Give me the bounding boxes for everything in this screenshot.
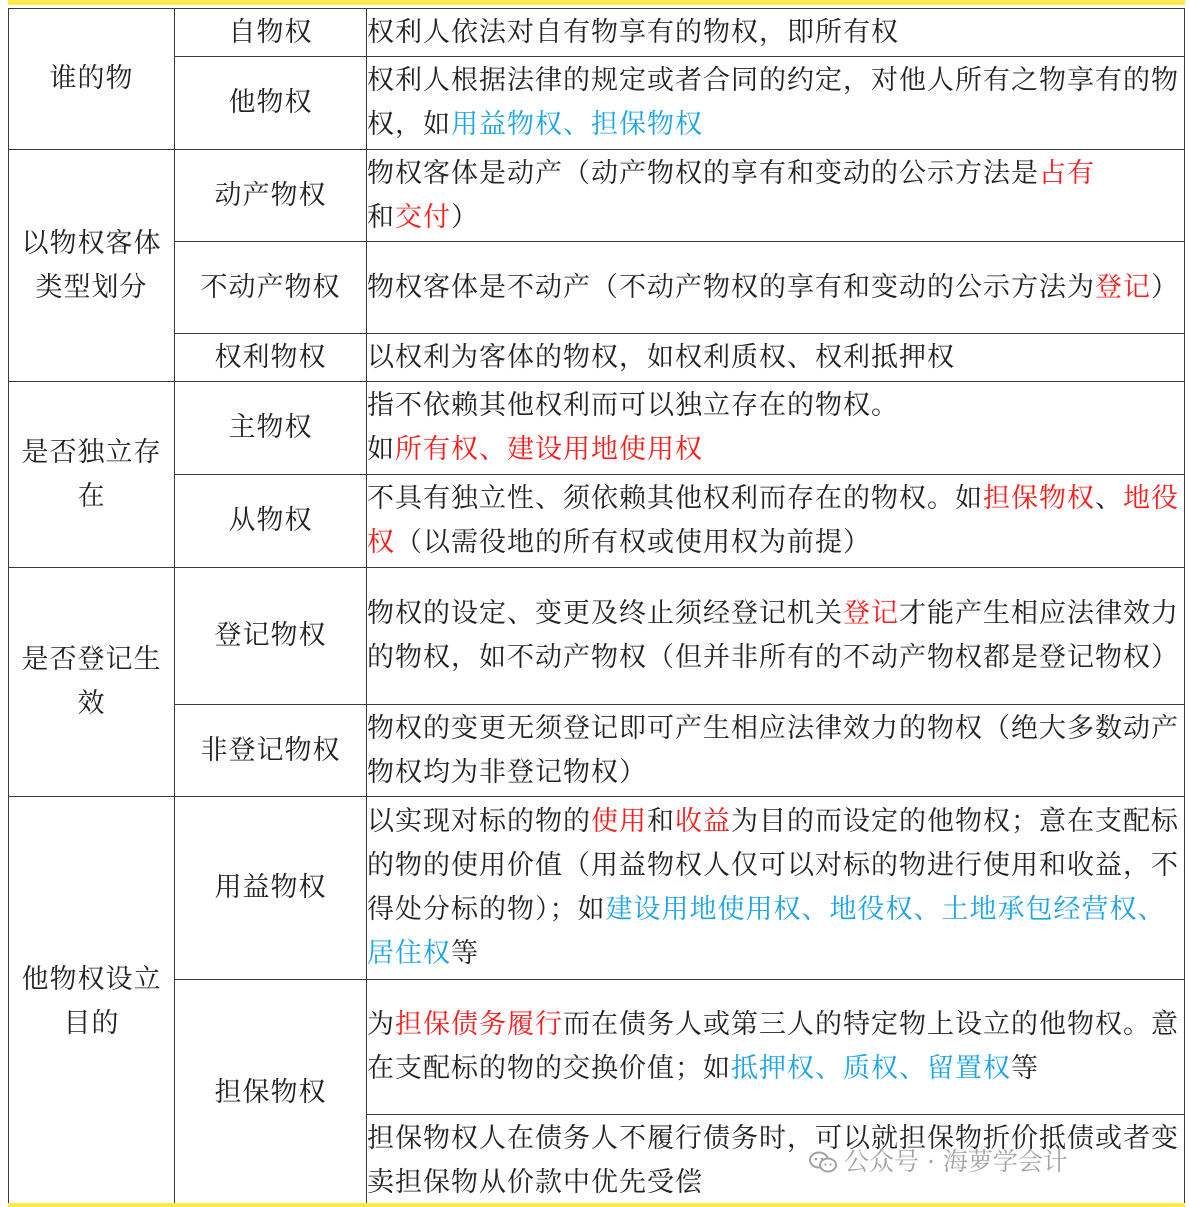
description-cell: 物权客体是动产（动产物权的享有和变动的公示方法是占有 和交付） (367, 150, 1185, 242)
category-cell: 是否独立存在 (9, 382, 175, 568)
highlight-blue: 抵押权、质权、留置权 (731, 1053, 1011, 1084)
highlight-red: 地役权 (367, 483, 1179, 558)
highlight-red: 登记 (1095, 271, 1151, 303)
highlight-blue: 用益物权、担保物权 (451, 109, 703, 140)
category-cell: 以物权客体类型划分 (9, 150, 175, 382)
description-cell: 为担保债务履行而在债务人或第三人的特定物上设立的他物权。意在支配标的物的交换价值；如抵押权、质权、留置权等 (367, 980, 1185, 1115)
description-cell: 物权客体是不动产（不动产物权的享有和变动的公示方法为登记） (367, 242, 1185, 334)
watermark: 公众号 · 海萝学会计 (808, 1142, 1068, 1178)
highlight-red: 担保债务履行 (395, 1009, 563, 1040)
highlight-red: 登记 (843, 598, 899, 629)
table-row (9, 242, 1185, 334)
highlight-red: 收益 (675, 806, 731, 837)
type-cell: 权利物权 (175, 334, 367, 382)
description-cell: 以权利为客体的物权，如权利质权、权利抵押权 (367, 334, 1185, 382)
table-row (9, 334, 1185, 382)
highlight-red: 所有权、建设用地使用权 (395, 434, 703, 465)
highlight-blue: 建设用地使用权、地役权、土地承包经营权、居住权 (367, 894, 1166, 969)
table-row (9, 705, 1185, 797)
bottom-yellow-rule (8, 1203, 1185, 1207)
top-yellow-rule (8, 0, 1185, 5)
table-row (9, 9, 1185, 57)
table-row (9, 568, 1185, 705)
description-cell: 权利人依法对自有物享有的物权，即所有权 (367, 9, 1185, 57)
type-cell: 动产物权 (175, 150, 367, 242)
type-cell: 自物权 (175, 9, 367, 57)
table-row (9, 475, 1185, 568)
description-cell: 以实现对标的物的使用和收益为目的而设定的他物权；意在支配标的物的使用价值（用益物权人仅可以对标的物进行使用和收益，不得处分标的物）；如建设用地使用权、地役权、土地承包经营权、居住权等 (367, 797, 1185, 980)
highlight-red: 占有 (1039, 157, 1095, 189)
table-row (9, 150, 1185, 242)
description-cell: 担保物权人在债务人不履行债务时，可以就担保物折价抵债或者变卖担保物从价款中优先受偿 (367, 1115, 1185, 1207)
type-cell: 登记物权 (175, 568, 367, 705)
table-row (9, 57, 1185, 150)
description-cell: 权利人根据法律的规定或者合同的约定，对他人所有之物享有的物权，如用益物权、担保物权 (367, 57, 1185, 150)
wechat-icon (808, 1150, 838, 1174)
description-cell: 指不依赖其他权利而可以独立存在的物权。 如所有权、建设用地使用权 (367, 382, 1185, 475)
table-row (9, 980, 1185, 1115)
type-cell: 从物权 (175, 475, 367, 568)
table-row (9, 382, 1185, 475)
type-cell: 非登记物权 (175, 705, 367, 797)
table-row (9, 797, 1185, 980)
category-cell: 是否登记生效 (9, 568, 175, 797)
description-cell: 物权的变更无须登记即可产生相应法律效力的物权（绝大多数动产物权均为非登记物权） (367, 705, 1185, 797)
highlight-red: 交付 (395, 201, 451, 233)
description-cell: 物权的设定、变更及终止须经登记机关登记才能产生相应法律效力的物权，如不动产物权（但并非所有的不动产物权都是登记物权） (367, 568, 1185, 705)
category-cell: 谁的物 (9, 9, 175, 150)
type-cell: 主物权 (175, 382, 367, 475)
type-cell: 不动产物权 (175, 242, 367, 334)
type-cell: 他物权 (175, 57, 367, 150)
description-cell: 不具有独立性、须依赖其他权利而存在的物权。如担保物权、地役权（以需役地的所有权或使用权为前提） (367, 475, 1185, 568)
highlight-red: 使用 (591, 806, 647, 837)
category-cell: 他物权设立目的 (9, 797, 175, 1207)
highlight-red: 担保物权 (983, 483, 1095, 514)
type-cell: 担保物权 (175, 980, 367, 1207)
type-cell: 用益物权 (175, 797, 367, 980)
property-rights-table (8, 8, 1185, 1207)
